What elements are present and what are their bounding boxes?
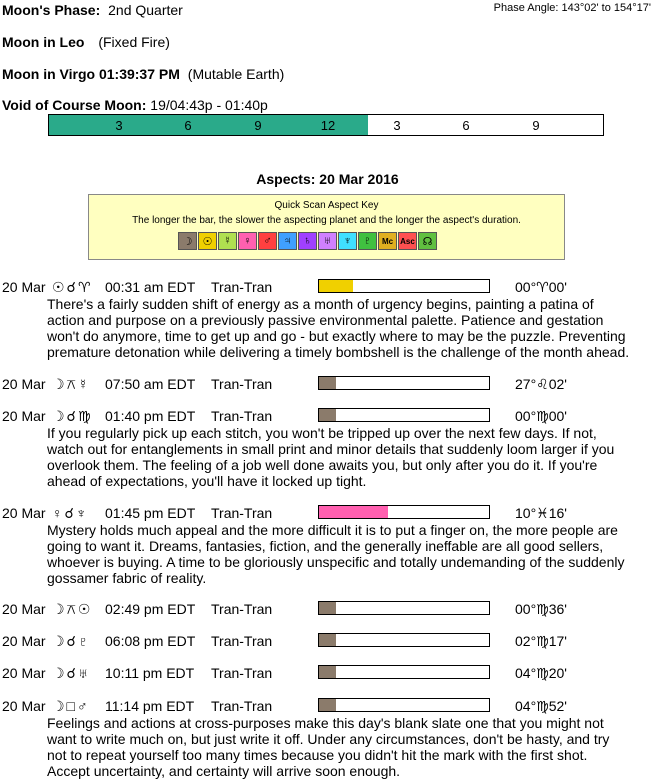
aspect-duration-fill	[319, 699, 336, 711]
interpretation-line: Accept uncertainty, and certainty will arrive soon enough.	[47, 763, 401, 779]
aspect-key-box	[88, 194, 565, 260]
aspect-type: Tran-Tran	[211, 601, 273, 617]
aspect-time: 07:50 am EDT	[105, 376, 196, 392]
aspect-type: Tran-Tran	[211, 408, 273, 424]
void-of-course-tick: 9	[254, 118, 262, 133]
void-of-course-tick: 6	[462, 118, 470, 133]
aspect-date: 20 Mar	[2, 633, 46, 649]
aspect-date: 20 Mar	[2, 376, 46, 392]
phase-value: 2nd Quarter	[108, 2, 183, 18]
aspect-type: Tran-Tran	[211, 665, 273, 681]
aspects-title: Aspects: 20 Mar 2016	[256, 171, 399, 187]
void-of-course-tick: 3	[393, 118, 401, 133]
aspect-symbols: ☽☌♅	[52, 665, 91, 681]
key-swatch: ♅	[318, 232, 337, 250]
aspect-row	[0, 698, 655, 716]
aspect-time: 02:49 pm EDT	[105, 601, 196, 617]
aspect-duration-bar	[318, 376, 490, 390]
key-swatch: ♃	[278, 232, 297, 250]
aspect-degree: 10°♓16'	[515, 505, 567, 521]
void-of-course-tick: 3	[115, 118, 123, 133]
key-swatch: ☊	[418, 232, 437, 250]
aspect-date: 20 Mar	[2, 408, 46, 424]
aspect-interpretation	[47, 715, 653, 779]
moon-sign-line-1	[2, 34, 170, 50]
aspect-time: 06:08 pm EDT	[105, 633, 196, 649]
interpretation-line: whoever is buying. A time to be gloriously unspecific and totally undemanding of the suddenly	[47, 554, 625, 570]
aspect-symbols: ☉☌♈	[52, 279, 93, 295]
aspect-duration-bar	[318, 505, 490, 519]
moon1-label: Moon in Leo	[2, 34, 85, 50]
interpretation-line: not to repeat yourself too many times because you didn't hit the mark with the first shot.	[47, 747, 588, 763]
aspect-date: 20 Mar	[2, 698, 46, 714]
aspect-date: 20 Mar	[2, 279, 46, 295]
interpretation-line: won't do anymore, time to get up and go - but exactly where to may be the puzzle. Preventing	[47, 328, 626, 344]
aspect-date: 20 Mar	[2, 505, 46, 521]
aspect-duration-fill	[319, 409, 336, 421]
aspect-duration-fill	[319, 377, 336, 389]
aspect-row	[0, 279, 655, 297]
key-description: The longer the bar, the slower the aspecting planet and the longer the aspect's duration.	[132, 215, 521, 226]
key-swatch: ♇	[358, 232, 377, 250]
interpretation-line: There's a fairly sudden shift of energy as a month of urgency begins, painting a patina of	[47, 296, 594, 312]
voc-label: Void of Course Moon:	[2, 97, 147, 113]
aspect-row	[0, 601, 655, 619]
interpretation-line: gossamer fabric of reality.	[47, 570, 207, 586]
phase-label: Moon's Phase:	[2, 2, 101, 18]
aspect-interpretation	[47, 296, 653, 360]
aspect-duration-bar	[318, 408, 490, 422]
interpretation-line: going to want it. Dreams, fantasies, fiction, and the generally ineffable are all good sellers,	[47, 538, 604, 554]
aspect-degree: 04°♍20'	[515, 665, 567, 681]
interpretation-line: Mystery holds much appeal and the more difficult it is to put a finger on, the more people are	[47, 522, 618, 538]
interpretation-line: want to write much on, but just write it off. Under any circumstances, don't be hasty, and try	[47, 731, 610, 747]
aspect-duration-fill	[319, 602, 336, 614]
interpretation-line: Feelings and actions at cross-purposes make this day's blank slate one that you might not	[47, 715, 604, 731]
moon2-label: Moon in Virgo 01:39:37 PM	[2, 66, 180, 82]
key-swatch: ♂	[258, 232, 277, 250]
aspect-duration-fill	[319, 280, 353, 292]
aspect-date: 20 Mar	[2, 601, 46, 617]
aspect-degree: 02°♍17'	[515, 633, 567, 649]
aspect-duration-bar	[318, 279, 490, 293]
aspect-duration-fill	[319, 506, 388, 518]
interpretation-line: action and purpose on a previously passive environmental palette. Patience and gestation	[47, 312, 604, 328]
aspect-duration-bar	[318, 601, 490, 615]
aspect-degree: 00°♍00'	[515, 408, 567, 424]
aspect-symbols: ♀☌♆	[52, 505, 89, 521]
void-of-course-bar	[48, 114, 604, 136]
aspect-degree: 04°♍52'	[515, 698, 567, 714]
key-swatch: ♀	[238, 232, 257, 250]
void-of-course-tick: 6	[184, 118, 192, 133]
aspect-duration-fill	[319, 634, 336, 646]
key-swatch: ☉	[198, 232, 217, 250]
aspect-time: 01:45 pm EDT	[105, 505, 196, 521]
aspect-duration-bar	[318, 665, 490, 679]
interpretation-line: ahead of expectations, you'll have it locked up tight.	[47, 473, 367, 489]
aspect-row	[0, 633, 655, 651]
aspect-interpretation	[47, 425, 653, 489]
key-swatch: Mc	[378, 232, 397, 250]
aspect-symbols: ☽⚻☉	[52, 601, 93, 617]
aspect-type: Tran-Tran	[211, 279, 273, 295]
aspect-duration-bar	[318, 633, 490, 647]
key-swatch: Asc	[398, 232, 417, 250]
aspect-type: Tran-Tran	[211, 376, 273, 392]
aspect-row	[0, 408, 655, 426]
void-of-course-tick: 9	[532, 118, 540, 133]
interpretation-line: premature detonation while delivering a timely bombshell is the challenge of the month ahead.	[47, 344, 630, 360]
moon2-value: (Mutable Earth)	[187, 66, 285, 82]
aspect-degree: 00°♍36'	[515, 601, 567, 617]
aspect-time: 01:40 pm EDT	[105, 408, 196, 424]
aspect-duration-bar	[318, 698, 490, 712]
aspect-row	[0, 665, 655, 683]
aspect-type: Tran-Tran	[211, 505, 273, 521]
voc-value: 19/04:43p - 01:40p	[150, 97, 268, 113]
moon-sign-line-2	[2, 66, 284, 82]
key-title: Quick Scan Aspect Key	[274, 200, 379, 211]
aspect-symbols: ☽⚻☿	[52, 376, 91, 392]
aspect-row	[0, 505, 655, 523]
aspect-type: Tran-Tran	[211, 633, 273, 649]
aspect-type: Tran-Tran	[211, 698, 273, 714]
aspect-symbols: ☽□♂	[52, 698, 90, 714]
key-swatch: ♄	[298, 232, 317, 250]
aspect-symbols: ☽☌♍	[52, 408, 93, 424]
aspect-interpretation	[47, 522, 653, 586]
aspect-time: 10:11 pm EDT	[105, 665, 195, 681]
key-swatches	[178, 232, 438, 250]
aspect-degree: 00°♈00'	[515, 279, 567, 295]
void-of-course-tick: 12	[320, 118, 336, 133]
interpretation-line: overlook them. The feeling of a job well done awaits you, but only after you do it. If you're	[47, 457, 598, 473]
aspect-time: 00:31 am EDT	[105, 279, 196, 295]
aspect-degree: 27°♌02'	[515, 376, 567, 392]
phase-angle: Phase Angle: 143°02' to 154°17'	[493, 2, 651, 14]
aspect-date: 20 Mar	[2, 665, 46, 681]
interpretation-line: If you regularly pick up each stitch, you won't be tripped up over the next few days. If not,	[47, 425, 597, 441]
moon-phase-line	[2, 2, 183, 18]
aspect-row	[0, 376, 655, 394]
interpretation-line: watch out for entanglements in small print and minor details that suddenly loom larger if you	[47, 441, 615, 457]
moon1-value: (Fixed Fire)	[98, 34, 170, 50]
aspect-symbols: ☽☌♇	[52, 633, 91, 649]
aspect-duration-fill	[319, 666, 336, 678]
void-of-course-line	[2, 97, 268, 113]
aspect-time: 11:14 pm EDT	[105, 698, 195, 714]
key-swatch: ☽	[178, 232, 197, 250]
key-swatch: ☿	[218, 232, 237, 250]
key-swatch: ♆	[338, 232, 357, 250]
